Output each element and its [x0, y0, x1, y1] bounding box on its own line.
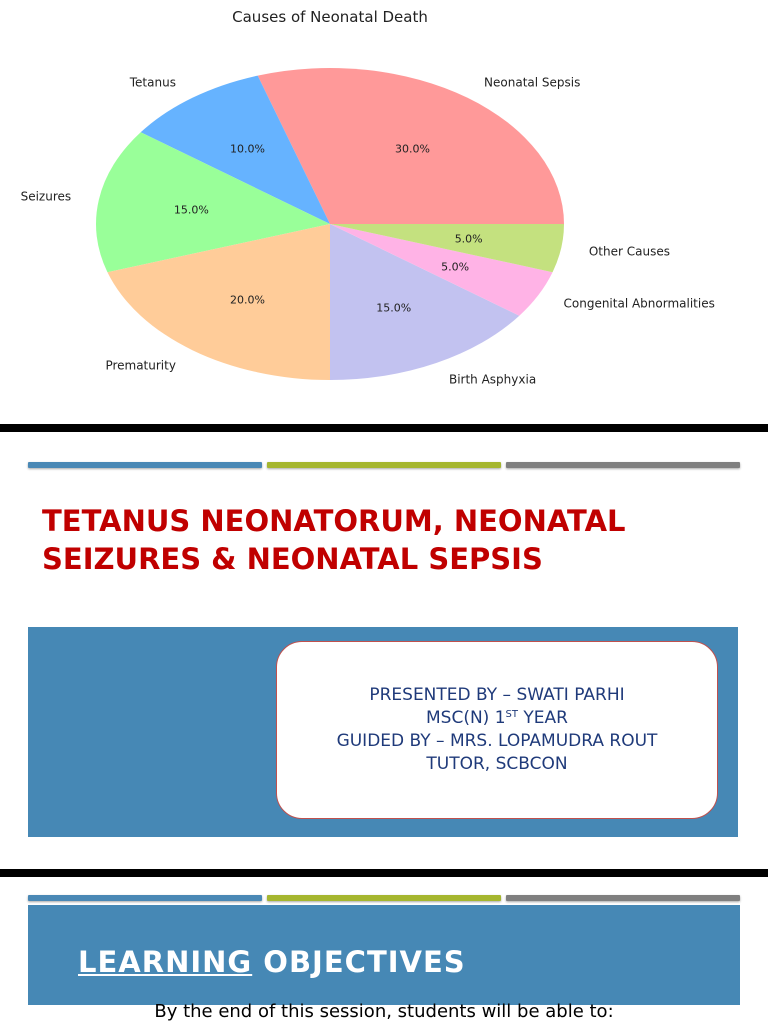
objectives-title-underlined: LEARNING: [78, 945, 253, 979]
objectives-rule-blue: [28, 895, 262, 901]
slice-label-seizures: Seizures: [20, 189, 72, 204]
accent-rule-gray: [506, 462, 740, 468]
course-suffix: YEAR: [518, 708, 568, 728]
title-line-1: TETANUS NEONATORUM, NEONATAL: [42, 504, 626, 538]
slice-label-tetanus: Tetanus: [129, 75, 176, 90]
presentation-title: [42, 502, 742, 578]
slice-label-other-causes: Other Causes: [588, 244, 670, 259]
slice-value-tetanus: 10.0%: [229, 142, 265, 156]
course-superscript: ST: [505, 709, 518, 720]
objectives-rule-gray: [506, 895, 740, 901]
objectives-title-rest: OBJECTIVES: [252, 945, 466, 979]
objectives-slide: [0, 877, 768, 1024]
slice-value-congenital-abnormalities: 5.0%: [441, 260, 470, 274]
presenter-info-box: [276, 641, 718, 819]
slice-value-neonatal-sepsis: 30.0%: [395, 142, 431, 156]
pie-chart: [0, 0, 768, 424]
guide-name: GUIDED BY – MRS. LOPAMUDRA ROUT: [336, 731, 658, 751]
objectives-title: [78, 945, 466, 979]
pie-slices: [96, 68, 564, 380]
slice-label-prematurity: Prematurity: [105, 358, 176, 373]
pie-chart-slide: [0, 0, 768, 424]
presenter-name: PRESENTED BY – SWATI PARHI: [369, 685, 625, 705]
objectives-rule-green: [267, 895, 501, 901]
slice-value-seizures: 15.0%: [173, 203, 209, 217]
slice-label-birth-asphyxia: Birth Asphyxia: [448, 372, 537, 387]
title-line-2: SEIZURES & NEONATAL SEPSIS: [42, 542, 543, 576]
slice-value-birth-asphyxia: 15.0%: [376, 301, 412, 315]
slice-label-congenital-abnormalities: Congenital Abnormalities: [563, 296, 715, 311]
course-line: [426, 707, 568, 730]
slice-value-prematurity: 20.0%: [229, 293, 265, 307]
slice-label-neonatal-sepsis: Neonatal Sepsis: [484, 75, 581, 90]
accent-rule-blue: [28, 462, 262, 468]
course-prefix: MSC(N) 1: [426, 708, 506, 728]
chart-title: Causes of Neonatal Death: [232, 8, 428, 26]
objectives-intro: By the end of this session, students will be able to:: [154, 1001, 614, 1022]
title-slide: [0, 432, 768, 869]
slice-value-other-causes: 5.0%: [454, 232, 483, 246]
accent-rule-green: [267, 462, 501, 468]
guide-role: TUTOR, SCBCON: [426, 754, 568, 774]
